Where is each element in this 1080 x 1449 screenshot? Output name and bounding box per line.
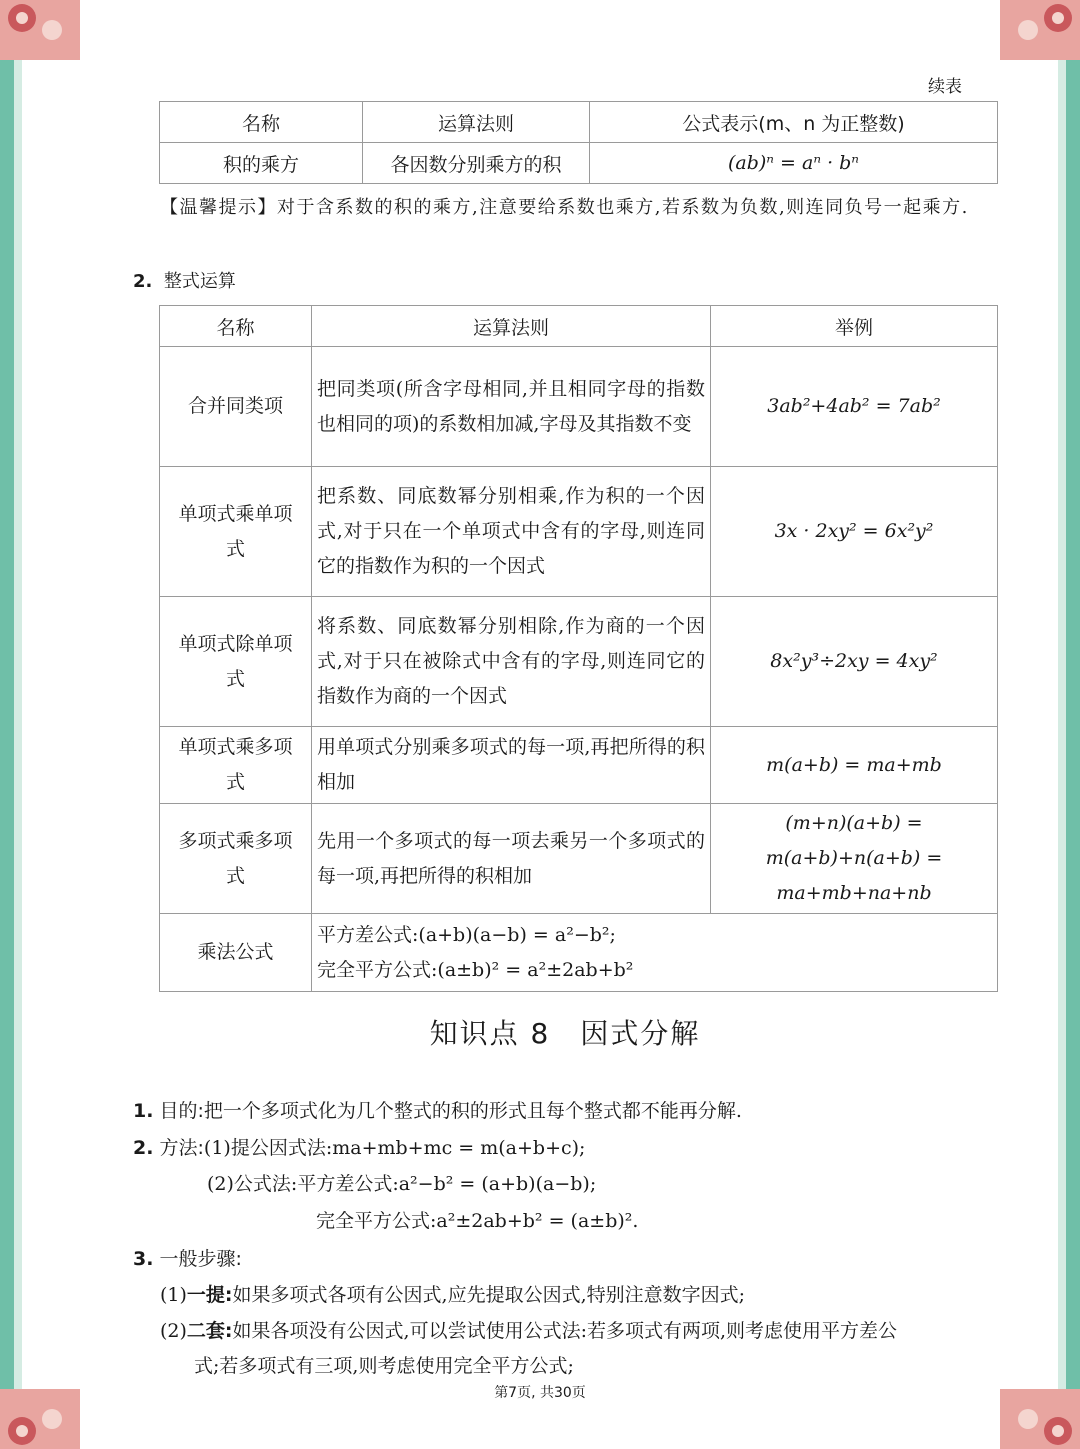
table-header-cell: 名称 — [160, 102, 363, 143]
frame-left-border — [0, 0, 14, 1449]
table-cell-rule: 把同类项(所含字母相同,并且相同字母的指数也相同的项)的系数相加减,字母及其指数不变 — [312, 347, 711, 467]
section-title: 整式运算 — [163, 271, 236, 292]
page-footer: 第7页, 共30页 — [494, 1385, 586, 1401]
table-cell-example — [711, 804, 998, 914]
table-header-cell: 名称 — [160, 306, 312, 347]
step-text: 如果多项式各项有公因式,应先提取公因式,特别注意数字因式; — [232, 1284, 746, 1306]
table-cell-name: 多项式乘多项式 — [160, 804, 312, 914]
section-heading — [133, 267, 236, 293]
table-row — [160, 727, 998, 804]
table-header-row — [160, 306, 998, 347]
step-prefix: (1) — [160, 1284, 187, 1306]
item-label: 方法: — [159, 1137, 204, 1159]
table-row — [160, 804, 998, 914]
polynomial-operations-table — [159, 305, 998, 992]
step-two — [160, 1316, 897, 1343]
step-label: 一提: — [186, 1284, 233, 1306]
table-row — [160, 143, 998, 184]
tip-text: 对于含系数的积的乘方,注意要给系数也乘方,若系数为负数,则连同负号一起乘方. — [277, 197, 969, 218]
item-number: 3. — [133, 1248, 154, 1270]
section-number: 2. — [133, 271, 153, 292]
step-two-continued: 式;若多项式有三项,则考虑使用完全平方公式; — [194, 1355, 574, 1377]
table-cell-rule: 把系数、同底数幂分别相乘,作为积的一个因式,对于只在一个单项式中含有的字母,则连同它的指数作为积的一个因式 — [312, 467, 711, 597]
table-header-cell: 运算法则 — [363, 102, 590, 143]
formula-line: 平方差公式:(a+b)(a−b) = a²−b²; — [317, 923, 616, 946]
step-one — [160, 1280, 745, 1307]
example-line: (m+n)(a+b) = — [785, 812, 923, 834]
table-cell-example: m(a+b) = ma+mb — [711, 727, 998, 804]
tip-label: 【温馨提示】 — [160, 197, 277, 218]
table-cell-example: 3ab²+4ab² = 7ab² — [711, 347, 998, 467]
example-line: m(a+b)+n(a+b) = — [765, 847, 943, 869]
table-header-cell: 公式表示(m、n 为正整数) — [590, 102, 998, 143]
frame-left-inner-border — [14, 0, 22, 1449]
example-line: ma+mb+na+nb — [776, 882, 932, 904]
table-cell-rule: 各因数分别乘方的积 — [363, 143, 590, 184]
frame-right-border — [1066, 0, 1080, 1449]
table-cell-name: 乘法公式 — [160, 914, 312, 992]
method-line: (2)公式法:平方差公式:a²−b² = (a+b)(a−b); — [207, 1173, 597, 1195]
step-prefix: (2) — [160, 1320, 187, 1342]
item-purpose — [133, 1096, 742, 1123]
table-cell-formula: (ab)ⁿ = aⁿ · bⁿ — [590, 143, 998, 184]
frame-right-inner-border — [1058, 0, 1066, 1449]
item-label: 一般步骤: — [159, 1248, 242, 1270]
table-cell-name: 单项式乘单项式 — [160, 467, 312, 597]
method-line: (1)提公因式法:ma+mb+mc = m(a+b+c); — [203, 1137, 586, 1159]
item-number: 2. — [133, 1137, 154, 1159]
power-of-product-table — [159, 101, 998, 184]
item-steps — [133, 1244, 242, 1271]
table-row — [160, 347, 998, 467]
table-cell-example: 8x²y³÷2xy = 4xy² — [711, 597, 998, 727]
table-cell-example: 3x · 2xy² = 6x²y² — [711, 467, 998, 597]
table-cell-name: 单项式乘多项式 — [160, 727, 312, 804]
item-number: 1. — [133, 1100, 154, 1122]
table-cell-rule: 将系数、同底数幂分别相除,作为商的一个因式,对于只在被除式中含有的字母,则连同它的指数作为商的一个因式 — [312, 597, 711, 727]
continued-label: 续表 — [928, 77, 962, 97]
table-cell-name: 积的乘方 — [160, 143, 363, 184]
table-header-cell: 举例 — [711, 306, 998, 347]
step-label: 二套: — [186, 1320, 233, 1342]
item-method — [133, 1133, 585, 1160]
corner-ornament-top-left — [0, 0, 80, 60]
item-label: 目的: — [159, 1100, 204, 1122]
table-cell-formulas — [312, 914, 998, 992]
table-row — [160, 914, 998, 992]
table-header-cell: 运算法则 — [312, 306, 711, 347]
table-row — [160, 597, 998, 727]
table-cell-rule: 先用一个多项式的每一项去乘另一个多项式的每一项,再把所得的积相加 — [312, 804, 711, 914]
table-cell-name: 单项式除单项式 — [160, 597, 312, 727]
table-cell-rule: 用单项式分别乘多项式的每一项,再把所得的积相加 — [312, 727, 711, 804]
table-row — [160, 467, 998, 597]
corner-ornament-top-right — [1000, 0, 1080, 60]
step-text: 如果各项没有公因式,可以尝试使用公式法:若多项式有两项,则考虑使用平方差公 — [232, 1320, 898, 1342]
method-line: 完全平方公式:a²±2ab+b² = (a±b)². — [316, 1210, 639, 1232]
formula-line: 完全平方公式:(a±b)² = a²±2ab+b² — [317, 958, 634, 981]
tip-paragraph — [160, 190, 1000, 226]
table-header-row — [160, 102, 998, 143]
item-text: 把一个多项式化为几个整式的积的形式且每个整式都不能再分解. — [203, 1100, 742, 1122]
table-cell-name: 合并同类项 — [160, 347, 312, 467]
knowledge-point-title: 知识点 8 因式分解 — [429, 1017, 701, 1050]
